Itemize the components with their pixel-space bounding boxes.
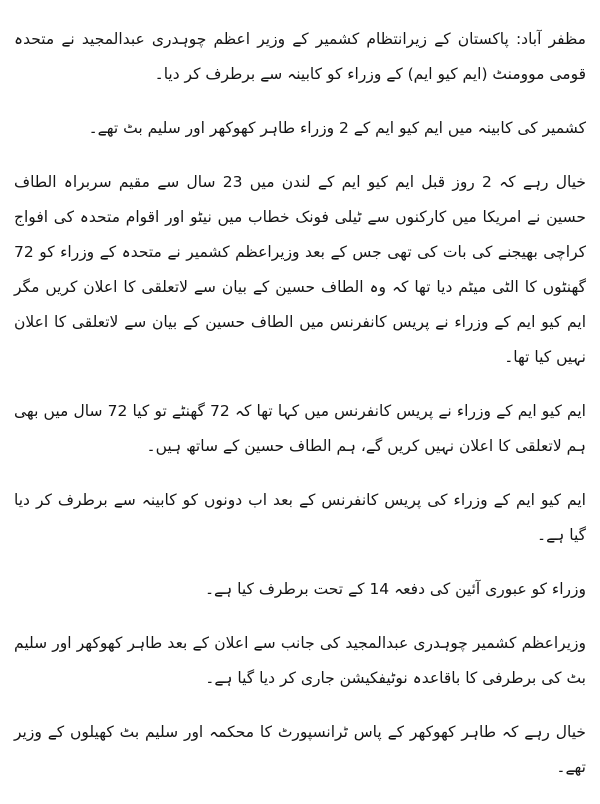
article-paragraph: ایم کیو ایم کے وزراء کی پریس کانفرنس کے بعد اب دونوں کو کابینہ سے برطرف کر دیا گیا ہے۔ [14, 491, 586, 544]
article-paragraph: خیال رہے کہ 2 روز قبل ایم کیو ایم کے لندن میں 23 سال سے مقیم سربراہ الطاف حسین نے امریکا میں کارکنوں سے ٹیلی فونک خطاب میں نیٹو اور اقوام متحدہ کی افواج کراچی بھیجنے کی بات کی تھی جس کے بعد وزیراعظم کشمیر نے متحدہ کے وزراء کو 72 گھنٹوں کا الٹی میٹم دیا تھا کہ وہ الطاف حسین کے بیان سے لاتعلقی کا اعلان کریں مگر ایم کیو ایم کے وزراء نے پریس کانفرنس میں الطاف حسین کے بیان سے لاتعلقی کا اعلان نہیں کیا تھا۔ [14, 173, 587, 366]
article-paragraph: کشمیر کی کابینہ میں ایم کیو ایم کے 2 وزراء طاہر کھوکھر اور سلیم بٹ تھے۔ [88, 119, 586, 137]
article-paragraph: وزراء کو عبوری آئین کی دفعہ 14 کے تحت برطرف کیا ہے۔ [204, 580, 586, 598]
article-paragraph: خیال رہے کہ طاہر کھوکھر کے پاس ٹرانسپورٹ کا محکمہ اور سلیم بٹ کھیلوں کے وزیر تھے۔ [14, 723, 586, 776]
article-body [14, 22, 586, 804]
article-paragraph-lead: مظفر آباد: پاکستان کے زیرانتظام کشمیر کے وزیر اعظم چوہدری عبدالمجید نے متحدہ قومی موومنٹ (ایم کیو ایم) کے وزراء کو کابینہ سے برطرف کر دیا۔ [14, 30, 586, 83]
article-paragraph: ایم کیو ایم کے وزراء نے پریس کانفرنس میں کہا تھا کہ 72 گھنٹے تو کیا 72 سال میں بھی ہم لاتعلقی کا اعلان نہیں کریں گے، ہم الطاف حسین کے ساتھ ہیں۔ [14, 402, 586, 455]
article-paragraph: وزیراعظم کشمیر چوہدری عبدالمجید کی جانب سے اعلان کے بعد طاہر کھوکھر اور سلیم بٹ کی برطرفی کا باقاعدہ نوٹیفکیشن جاری کر دیا گیا ہے۔ [14, 634, 586, 687]
